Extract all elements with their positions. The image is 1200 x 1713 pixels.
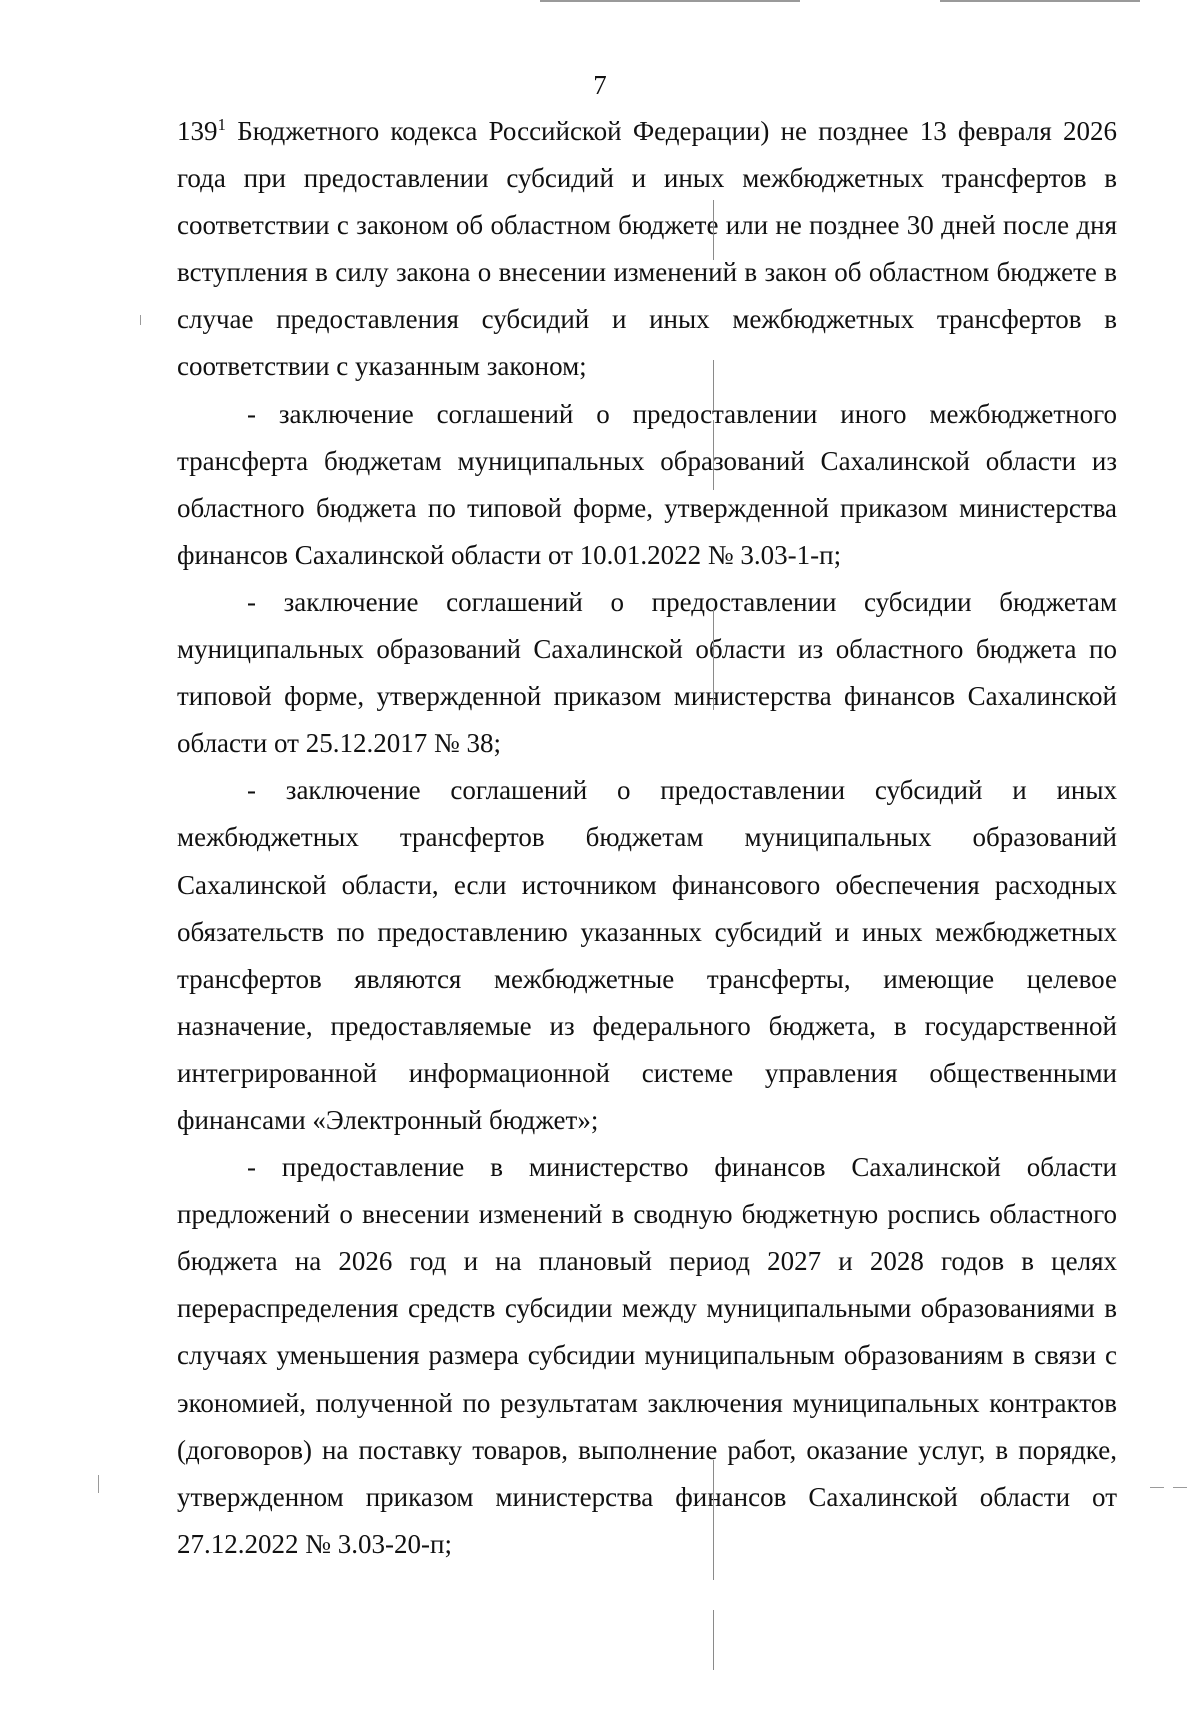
scan-speck <box>140 315 141 325</box>
article-superscript: 1 <box>217 115 226 134</box>
scan-speck <box>1173 1487 1187 1488</box>
scan-artifact-line <box>713 610 714 710</box>
scan-speck <box>1150 1487 1164 1488</box>
scan-speck <box>98 1475 99 1493</box>
article-number: 139 <box>177 116 218 146</box>
paragraph: - заключение соглашений о предоставлении субсидий и иных межбюджетных трансфертов бюджетам муниципальных образований Сахалинской области, если источником финансового обеспечения расходных обязательств по предоставлению указанных субсидий и иных межбюджетных трансфертов являются межбюджетные трансферты, имеющие целевое назначение, предоставляемые из федерального бюджета, в государственной интегрированной информационной системе управления общественными финансами «Электронный бюджет»; <box>177 775 1117 1135</box>
scan-top-edge-line <box>540 0 800 2</box>
paragraph: - предоставление в министерство финансов Сахалинской области предложений о внесении изменений в сводную бюджетную роспись областного бюджета на 2026 год и на плановый период 2027 и 2028 годов в целях перераспределения средств субсидии между муниципальными образованиями в случаях уменьшения размера субсидии муниципальным образованиям в связи с экономией, полученной по результатам заключения муниципальных контрактов (договоров) на поставку товаров, выполнение работ, оказание услуг, в порядке, утвержденном приказом министерства финансов Сахалинской области от 27.12.2022 № 3.03-20-п; <box>177 1152 1117 1559</box>
paragraph: - заключение соглашений о предоставлении иного межбюджетного трансферта бюджетам муниципальных образований Сахалинской области из областного бюджета по типовой форме, утвержденной приказом министерства финансов Сахалинской области от 10.01.2022 № 3.03-1-п; <box>177 398 1117 570</box>
scan-artifact-line <box>713 420 714 490</box>
page-number: 7 <box>593 70 607 100</box>
scan-artifact-line <box>713 360 714 410</box>
paragraph-text: Бюджетного кодекса Российской Федерации) не позднее 13 февраля 2026 года при предоставлении субсидий и иных межбюджетных трансфертов в соответствии с законом об областном бюджете или не позднее 30 дней после дня вступления в силу закона о внесении изменений в закон об областном бюджете в случае предоставления субсидий и иных межбюджетных трансфертов в соответствии с указанным законом; <box>177 116 1117 382</box>
scan-artifact-line <box>713 1460 714 1580</box>
document-body <box>177 108 1117 1568</box>
scan-artifact-line <box>713 1610 714 1670</box>
scan-artifact-line <box>713 200 714 260</box>
paragraph <box>177 108 1117 391</box>
paragraph: - заключение соглашений о предоставлении субсидии бюджетам муниципальных образований Сахалинской области из областного бюджета по типовой форме, утвержденной приказом министерства финансов Сахалинской области от 25.12.2017 № 38; <box>177 586 1117 759</box>
scan-top-edge-line <box>940 0 1140 2</box>
